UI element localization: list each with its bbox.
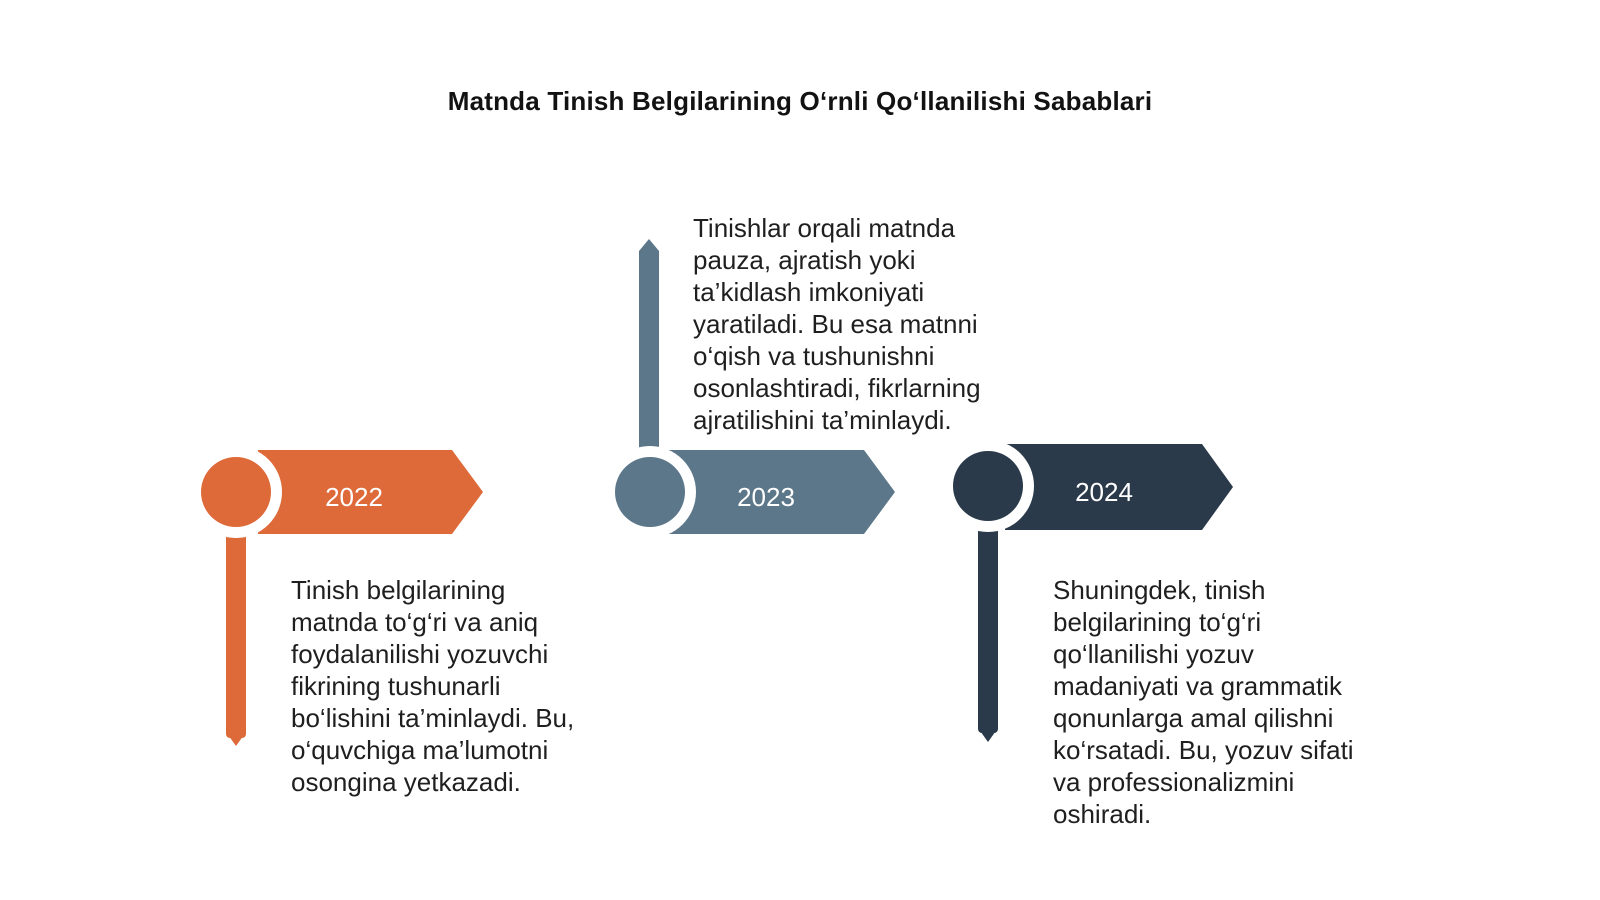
milestone-2022-stem [226,520,246,738]
milestone-2023-description: Tinishlar orqali matnda pauza, ajratish yoki ta’kidlash imkoniyati yaratiladi. Bu esa matnni o‘qish va tushunishni osonlashtiradi, fikrlarning ajratilishini ta’minlaydi. [693,213,981,435]
milestone-2023-year: 2023 [737,482,795,512]
milestone-2024-circle [953,451,1023,521]
milestone-2022-circle [201,457,271,527]
milestone-2023-circle [615,457,685,527]
milestone-2024-description: Shuningdek, tinish belgilarining to‘g‘ri qo‘llanilishi yozuv madaniyati va grammatik qonunlarga amal qilishni ko‘rsatadi. Bu, yozuv sifati va professionalizmini oshiradi. [1053,575,1354,829]
milestone-2022-description: Tinish belgilarining matnda to‘g‘ri va aniq foydalanilishi yozuvchi fikrining tushunarli bo‘lishini ta’minlaydi. Bu, o‘quvchiga ma’lumotni osongina yetkazadi. [291,575,575,797]
milestone-2024-year: 2024 [1075,477,1133,507]
milestone-2023-stem [639,239,659,460]
diagram-title: Matnda Tinish Belgilarining O‘rnli Qo‘llanilishi Sabablari [447,86,1153,116]
milestone-2024-stem [978,515,998,733]
milestone-2022-year: 2022 [325,482,383,512]
